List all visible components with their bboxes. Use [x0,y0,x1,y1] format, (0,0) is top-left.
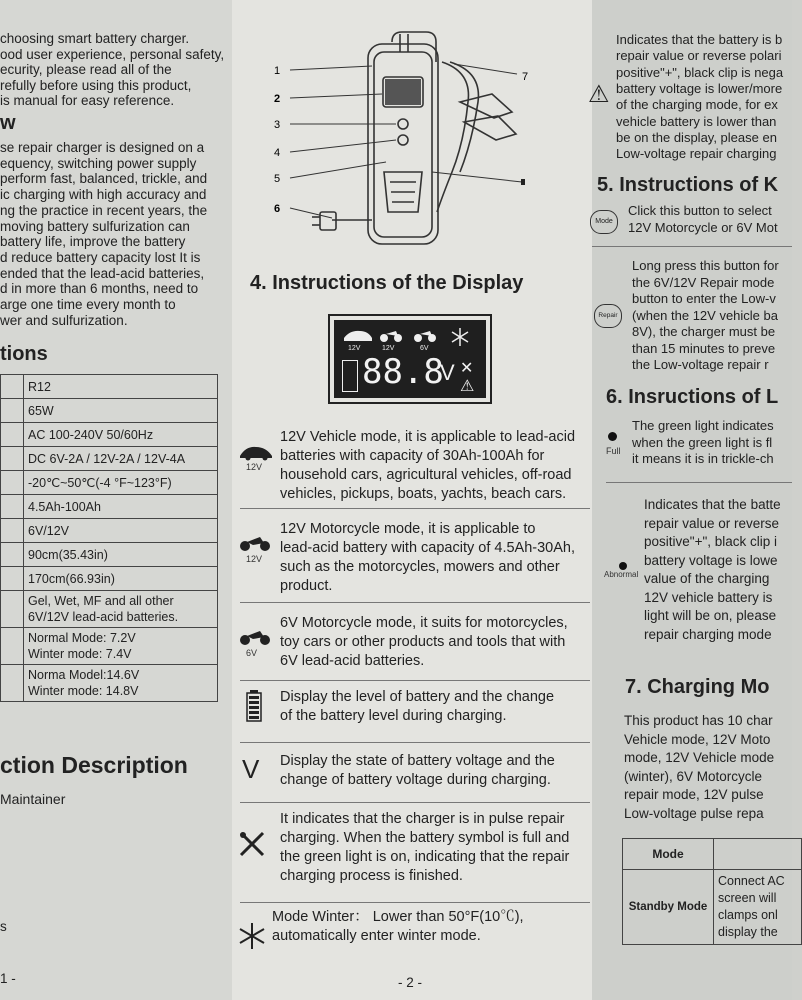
table-cell-label [1,567,24,591]
lcd-tools-icon: ✕ [460,360,474,377]
divider [240,902,590,903]
text-line: Long press this button for [632,258,779,273]
text-line: ood user experience, personal safety, [0,46,225,62]
table-row [1,423,218,447]
text-line: of the charging mode, for ex [616,97,778,113]
text-line: the 6V/12V Repair mode [632,274,775,290]
lcd-snowflake-icon [452,328,468,346]
text-line: when the green light is fl [632,434,773,450]
callout-line-8 [432,172,522,182]
text-line: the Low-voltage repair r [632,357,769,372]
callout-6: 6 [274,203,281,215]
text-line: Click this button to select [628,203,772,218]
text-line: arge one time every month to [0,297,176,312]
mode-voltage-label: 12V [246,462,263,472]
table-row [1,495,218,519]
legend-text-line: 6V lead-acid batteries. [280,653,425,669]
text-line: equency, switching power supply [0,155,197,171]
warning-triangle-icon: ⚠ [588,81,610,108]
divider [240,508,590,509]
divider [592,246,792,247]
callout-line-5 [290,162,386,178]
function-description-heading: ction Description [0,752,188,778]
table-row [1,447,218,471]
table-header-empty [714,839,802,870]
lights-section-heading: 6. Insructions of L [606,386,779,408]
text-line: repair mode, 12V pulse [624,787,764,802]
text-line: d reduce battery capacity lost It is [0,249,201,265]
table-cell-label [1,628,24,665]
lcd-label-moto6: 6V [420,345,429,352]
legend-text-line: Display the state of battery voltage and the [280,753,555,769]
table-cell-value: AC 100-240V 50/60Hz [24,423,218,447]
text-line: than 15 minutes to preve [632,340,776,356]
table-row [1,519,218,543]
text-line: Vehicle mode, 12V Moto [624,731,771,747]
table-cell-line: screen will [718,891,777,905]
specifications-table [0,374,218,702]
text-line: battery voltage is lowe [644,552,778,568]
legend-text-line: 6V Motorcycle mode, it suits for motorcycles, [280,615,568,631]
text-line: mode, 12V Vehicle mode [624,750,775,765]
legend-text-line: Display the level of battery and the change [280,689,555,705]
table-row [1,399,218,423]
text-line: ended that the lead-acid batteries, [0,265,205,281]
table-cell-label [1,447,24,471]
lcd-label-car: 12V [348,345,361,352]
lcd-mode-icons [340,324,480,350]
text-line: 12V Motorcycle or 6V Mot [628,219,778,235]
full-indicator-dot [608,432,617,441]
table-cell-value: -20℃~50℃(-4 °F~123°F) [24,471,218,495]
lcd-volt-unit: V [440,360,455,385]
lcd-label-moto12: 12V [382,345,395,352]
text-line: d in more than 6 months, need to [0,281,199,297]
table-cell-value: DC 6V-2A / 12V-2A / 12V-4A [24,447,218,471]
text-line: vehicle battery is lower than [616,113,777,129]
lcd-digits: 88.8 [362,352,444,392]
lcd-panel [328,314,492,404]
full-indicator-label: Full [606,446,621,456]
text-line: ic charging with high accuracy and [0,187,207,203]
legend-text-line: charging. When the battery symbol is full and [280,830,570,846]
text-line: choosing smart battery charger. [0,31,190,46]
callout-4: 4 [274,147,281,159]
table-cell-value: 170cm(66.93in) [24,567,218,591]
table-cell-line: display the [718,925,778,939]
legend-text-line: 12V Motorcycle mode, it is applicable to [280,521,536,537]
text-line: Indicates that the batte [644,497,781,512]
text-line: moving battery sulfurization can [0,218,190,234]
callout-line-6 [290,208,332,218]
text-line: perform fast, balanced, trickle, and [0,171,208,187]
text-line: battery voltage is lower/more [616,80,783,96]
lcd-motorcycle-12v-icon [380,334,388,342]
legend-text-line: vehicles, pickups, boats, yachts, beach cars. [280,486,567,502]
table-row [1,628,218,665]
callout-line-4 [290,140,396,152]
table-cell-standby-desc [714,870,802,945]
legend-text-line: automatically enter winter mode. [272,928,481,944]
text-line: button to enter the Low-v [632,291,776,306]
mini-lcd [385,79,421,105]
text-line: battery life, improve the battery [0,234,186,250]
text-line: positive"+", black clip i [644,534,778,549]
mode-button[interactable]: Mode [590,210,618,234]
table-cell-value: Normal Mode: 7.2V Winter mode: 7.4V [24,628,218,665]
text-line: This product has 10 char [624,713,773,728]
divider [240,802,590,803]
text-line: be on the display, please en [616,129,777,145]
legend-text-line: 12V Vehicle mode, it is applicable to lead-acid [280,429,576,445]
legend-text-line: household cars, agricultural vehicles, off-road [280,467,572,483]
lcd-screen [334,320,486,398]
text-line: repair charging mode [644,626,772,642]
callout-line-1 [290,66,372,70]
legend-text-line: product. [280,578,333,594]
text-line: light will be on, please [644,608,777,623]
table-cell-value: 90cm(35.43in) [24,543,218,567]
charger-body [312,32,516,244]
lcd-battery-icon [342,360,358,392]
repair-button[interactable]: Repair [594,304,622,328]
overview-heading: w [0,112,16,134]
divider [240,680,590,681]
text-line: repair value or reverse [644,515,780,531]
table-cell-line: Connect AC [718,874,785,888]
text-line: se repair charger is designed on a [0,140,205,155]
text-line: 8V), the charger must be [632,324,776,339]
function-description-subtitle: Maintainer [0,791,66,807]
table-cell-label [1,423,24,447]
legend-text-line: such as the motorcycles, mowers and other [280,559,560,575]
abnormal-indicator-label: Abnormal [604,570,639,579]
table-cell-label [1,543,24,567]
legend-text-line: lead-acid battery with capacity of 4.5Ah-30Ah, [280,540,575,556]
text-line: is manual for easy reference. [0,93,175,109]
table-row [1,543,218,567]
divider [240,602,590,603]
text-line: (winter), 6V Motorcycle [624,768,763,784]
divider [240,742,590,743]
text-line: repair value or reverse polari [616,48,782,64]
abnormal-indicator-dot [619,562,627,570]
text-line: it means it is in trickle-ch [632,451,774,466]
lcd-car-icon [344,331,372,341]
text-line: value of the charging [644,571,770,586]
table-row [1,375,218,399]
stray-letter: s [0,919,7,934]
display-section-heading: 4. Instructions of the Display [250,272,524,294]
volt-icon: V [242,754,260,784]
table-cell-label [1,591,24,628]
callout-1: 1 [274,65,281,77]
battery-icon [246,690,262,727]
table-cell-standby: Standby Mode [623,870,714,945]
table-cell-label [1,519,24,543]
table-cell-value: 6V/12V [24,519,218,543]
legend-text-line: batteries with capacity of 30Ah-100Ah for [280,448,545,464]
table-row [1,471,218,495]
callout-5: 5 [274,173,281,185]
callout-2: 2 [274,93,281,105]
legend-text-line: Mode Winter： Lower than 50°F(10℃), [272,909,524,925]
text-line: ng the practice in recent years, the [0,202,208,218]
callout-3: 3 [274,119,281,131]
table-cell-label [1,471,24,495]
table-cell-value: 65W [24,399,218,423]
table-cell-label [1,495,24,519]
table-cell-value: Norma Model:14.6V Winter mode: 14.8V [24,665,218,702]
text-line: The green light indicates [632,418,774,433]
table-cell-label [1,399,24,423]
snowflake-icon [238,922,266,955]
legend-text-line: change of battery voltage during charging. [280,772,551,788]
callout-mark-8 [521,179,525,185]
table-row [1,591,218,628]
table-header-mode: Mode [623,839,714,870]
mode-voltage-label: 12V [246,554,263,564]
left-page [0,0,232,1000]
tools-icon [238,830,266,863]
mode-voltage-label: 6V [246,648,258,658]
charger-diagram [232,22,592,262]
table-cell-label [1,375,24,399]
text-line: ecurity, please read all of the [0,62,172,78]
middle-page [232,0,592,1000]
legend-text-line: charging process is finished. [280,868,463,884]
divider [606,482,792,483]
table-cell-line: clamps onl [718,908,778,922]
legend-text-line: It indicates that the charger is in pulse repair [280,811,565,827]
keys-section-heading: 5. Instructions of K [597,174,779,196]
right-page [588,0,792,1000]
table-cell-value: 4.5Ah-100Ah [24,495,218,519]
page-number-left: 1 - [0,971,16,986]
table-cell-label [1,665,24,702]
table-row [1,665,218,702]
callout-7: 7 [522,71,529,83]
legend-text-line: toy cars or other products and tools that with [280,634,566,650]
text-line: 12V vehicle battery is [644,589,773,605]
table-cell-value: R12 [24,375,218,399]
charging-modes-heading: 7. Charging Mo [625,676,770,698]
legend-text-line: of the battery level during charging. [280,708,507,724]
specifications-heading: tions [0,343,48,365]
lcd-motorcycle-6v-icon [414,334,422,342]
text-line: positive"+", black clip is nega [616,64,784,80]
text-line: refully before using this product, [0,77,192,93]
text-line: (when the 12V vehicle ba [632,307,778,323]
legend-text-line: the green light is on, indicating that the repair [280,849,570,865]
text-line: Indicates that the battery is b [616,32,783,47]
charging-modes-table [622,838,802,945]
text-line: Low-voltage pulse repa [624,805,764,821]
page-number-middle: - 2 - [398,975,423,990]
table-cell-value: Gel, Wet, MF and all other 6V/12V lead-acid batteries. [24,591,218,628]
table-row [1,567,218,591]
text-line: wer and sulfurization. [0,312,128,328]
lcd-warning-icon: ⚠ [460,378,475,395]
text-line: Low-voltage repair charging [616,146,777,162]
